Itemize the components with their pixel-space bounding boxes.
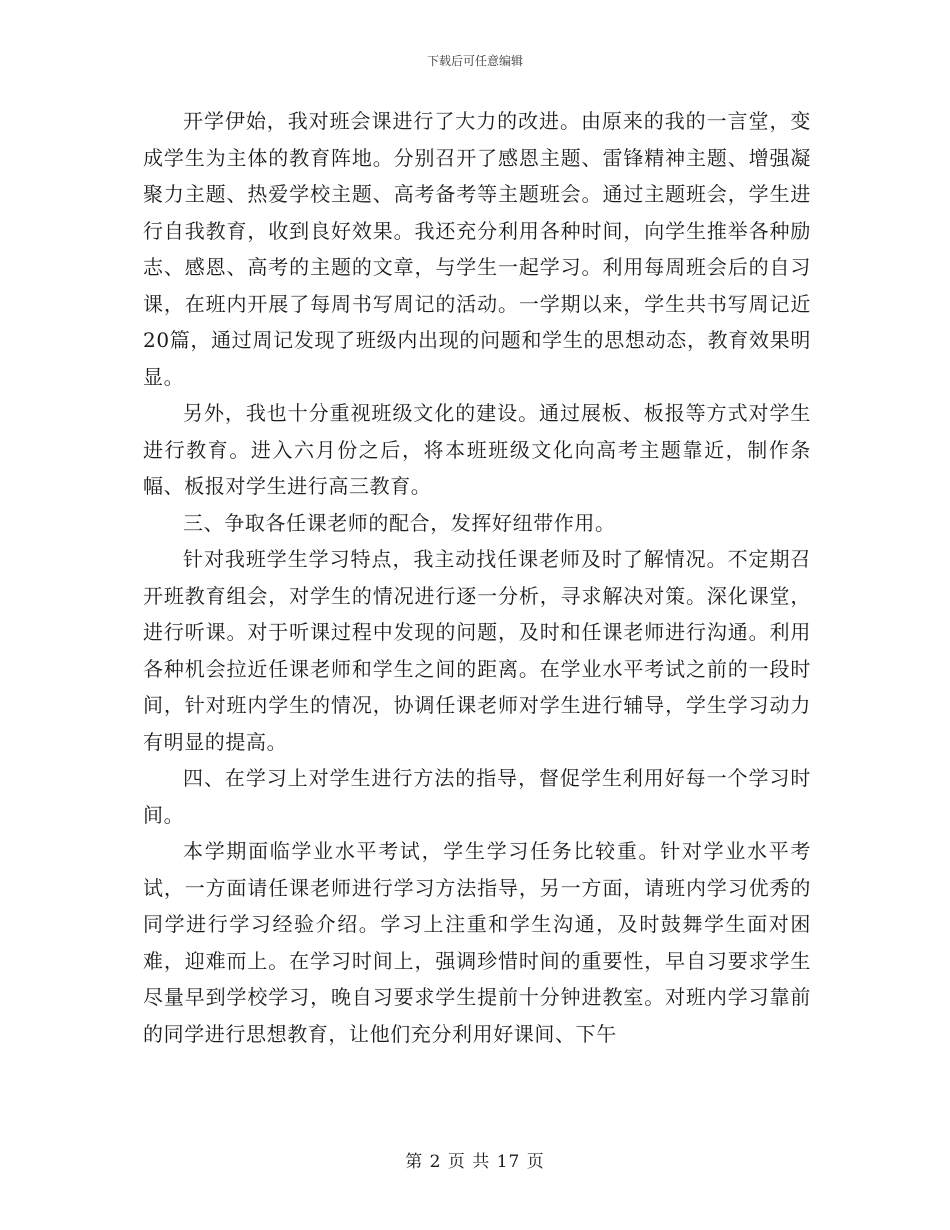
paragraph-teacher-cooperation: 针对我班学生学习特点，我主动找任课老师及时了解情况。不定期召开班教育组会，对学生的情况进行逐一分析，寻求解决对策。深化课堂，进行听课。对于听课过程中发现的问题，及时和任课老师进行沟通。利用各种机会拉近任课老师和学生之间的距离。在学业水平考试之前的一段时间，针对班内学生的情况，协调任课老师对学生进行辅导，学生学习动力有明显的提高。 [143, 547, 811, 754]
paragraph-class-culture: 另外，我也十分重视班级文化的建设。通过展板、板报等方式对学生进行教育。进入六月份之后，将本班班级文化向高考主题靠近，制作条幅、板报对学生进行高三教育。 [143, 401, 811, 498]
section-heading-4: 四、在学习上对学生进行方法的指导，督促学生利用好每一个学习时间。 [143, 766, 811, 827]
page-header: 下载后可任意编辑 [426, 54, 523, 68]
document-body [143, 103, 811, 1052]
section-heading-3: 三、争取各任课老师的配合，发挥好纽带作用。 [183, 510, 616, 535]
page-number-footer: 第 2 页 共 17 页 [405, 1152, 545, 1172]
paragraph-study-guidance: 本学期面临学业水平考试，学生学习任务比较重。针对学业水平考试，一方面请任课老师进行学习方法指导，另一方面，请班内学习优秀的同学进行学习经验介绍。学习上注重和学生沟通，及时鼓舞学生面对困难，迎难而上。在学习时间上，强调珍惜时间的重要性，早自习要求学生尽量早到学校学习，晚自习要求学生提前十分钟进教室。对班内学习靠前的同学进行思想教育，让他们充分利用好课间、下午 [143, 839, 811, 1046]
paragraph-class-meeting: 开学伊始，我对班会课进行了大力的改进。由原来的我的一言堂，变成学生为主体的教育阵地。分别召开了感恩主题、雷锋精神主题、增强凝聚力主题、热爱学校主题、高考备考等主题班会。通过主题班会，学生进行自我教育，收到良好效果。我还充分利用各种时间，向学生推举各种励志、感恩、高考的主题的文章，与学生一起学习。利用每周班会后的自习课，在班内开展了每周书写周记的活动。一学期以来，学生共书写周记近20篇，通过周记发现了班级内出现的问题和学生的思想动态，教育效果明显。 [143, 109, 811, 389]
